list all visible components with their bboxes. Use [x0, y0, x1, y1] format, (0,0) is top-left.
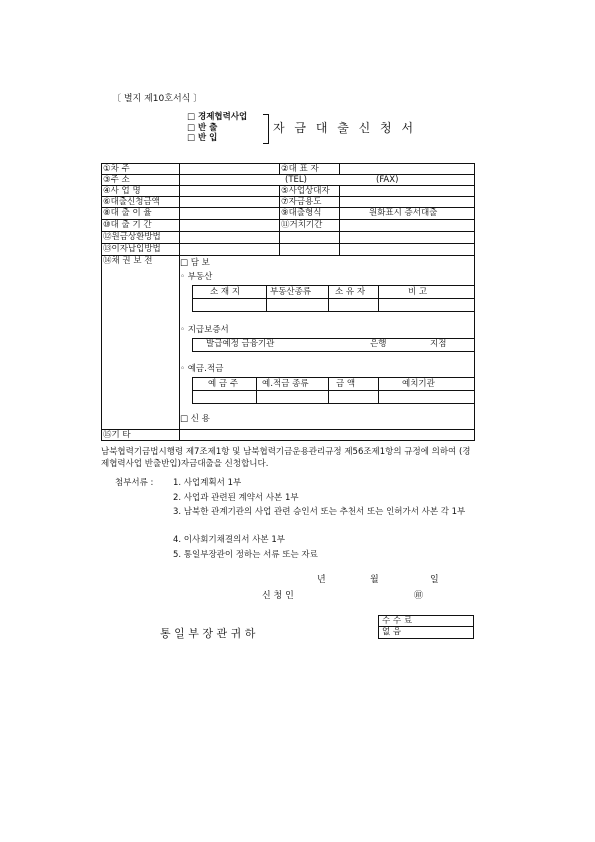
- deposit-label: ◦ 예금․적금: [180, 364, 224, 374]
- loan-type-label: ⑨대출형식: [280, 208, 340, 220]
- collateral-label: ⑭채 권 보 전: [102, 256, 180, 430]
- loan-rate-label: ⑧대 출 이 율: [102, 208, 180, 220]
- issuer-label: 발급예정 금융기관: [206, 339, 275, 349]
- blank-cell-c: [280, 244, 340, 256]
- blank-cell-d: [340, 244, 474, 256]
- repayment-method-field[interactable]: [180, 232, 280, 244]
- statement: 남북협력기금법시행령 제7조제1항 및 남북협력기금운용관리규정 제56조제1항의 규정에 의하여 (경제협력사업 반출반입)자금대출을 신청합니다.: [101, 447, 471, 469]
- loan-period-label: ⑩대 출 기 간: [102, 220, 180, 232]
- dep-header-type: 예․적금 종류: [262, 379, 309, 389]
- bank-label: 은행: [370, 339, 387, 349]
- dep-header-amount: 금 액: [336, 379, 356, 389]
- repayment-method-label: ⑫원금상환방법: [102, 232, 180, 244]
- form-label: 〔 별지 제10호서식 〕: [112, 94, 203, 104]
- attachment-item: 4. 이사회기채결의서 사본 1부: [173, 535, 285, 545]
- attachment-item: 1. 사업계획서 1부: [173, 478, 242, 488]
- real-estate-label: ◦ 부동산: [180, 272, 213, 282]
- loan-type-value: 원화표시 증서대출: [340, 208, 474, 220]
- loan-amount-field[interactable]: [180, 197, 280, 208]
- seal-mark: ㊞: [414, 591, 424, 601]
- attachment-item: 2. 사업과 관련된 계약서 사본 1부: [173, 493, 299, 503]
- attachment-item: 5. 통일부장관이 정하는 서류 또는 자료: [173, 550, 318, 560]
- applicant-label: ①차 주: [102, 164, 180, 175]
- fee-box: [378, 615, 474, 639]
- option-economic-cooperation[interactable]: □ 경제협력사업: [187, 112, 248, 122]
- interest-method-label: ⑬이자납입방법: [102, 244, 180, 256]
- fund-use-label: ⑦자금용도: [280, 197, 340, 208]
- loan-period-field[interactable]: [180, 220, 280, 232]
- loan-amount-label: ⑥대출신청금액: [102, 197, 180, 208]
- guarantee-label: ◦ 지급보증서: [180, 325, 229, 335]
- fee-label: 수 수 료: [379, 616, 473, 627]
- tel-label: (TEL): [285, 175, 307, 185]
- dep-header-holder: 예 금 주: [208, 379, 239, 389]
- application-table: [101, 163, 475, 441]
- blank-cell-a: [280, 232, 340, 244]
- addressee: 통 일 부 장 관 귀 하: [160, 627, 256, 640]
- representative-label: ②대 표 자: [280, 164, 340, 175]
- re-header-note: 비 고: [408, 287, 428, 297]
- business-name-field[interactable]: [180, 186, 280, 197]
- grace-period-label: ⑪거치기간: [280, 220, 340, 232]
- option-import[interactable]: □ 반 입: [187, 133, 218, 143]
- option-export[interactable]: □ 반 출: [187, 122, 218, 133]
- re-header-type: 부동산종류: [270, 287, 312, 297]
- fax-label: (FAX): [376, 175, 399, 185]
- business-name-label: ④사 업 명: [102, 186, 180, 197]
- representative-field[interactable]: [340, 164, 474, 175]
- date-month: 월: [370, 575, 379, 585]
- title-options: [187, 112, 262, 144]
- re-header-owner: 소 유 자: [335, 287, 366, 297]
- title-bracket: [263, 114, 269, 144]
- interest-method-field[interactable]: [180, 244, 280, 256]
- date-day: 일: [430, 575, 439, 585]
- fund-use-field[interactable]: [340, 197, 474, 208]
- other-label: ⑮기 타: [102, 430, 180, 441]
- attachments-label: 첨부서류 :: [115, 478, 154, 488]
- re-header-location: 소 재 지: [210, 287, 241, 297]
- branch-label: 지점: [430, 339, 447, 349]
- loan-rate-field[interactable]: [180, 208, 280, 220]
- address-label: ③주 소: [102, 175, 180, 186]
- grace-period-field[interactable]: [340, 220, 474, 232]
- mortgage-checkbox[interactable]: □ 담 보: [180, 258, 210, 268]
- address-field[interactable]: [180, 175, 474, 186]
- business-partner-label: ⑤사업상대자: [280, 186, 340, 197]
- attachment-item: 3. 남북한 관계기관의 사업 관련 승인서 또는 추천서 또는 인허가서 사본 각 1부: [173, 507, 466, 517]
- business-partner-field[interactable]: [340, 186, 474, 197]
- applicant-field[interactable]: [180, 164, 280, 175]
- blank-cell-b: [340, 232, 474, 244]
- date-year: 년: [317, 575, 326, 585]
- applicant-line: 신 청 인: [262, 591, 294, 601]
- other-field[interactable]: [180, 430, 474, 441]
- credit-checkbox[interactable]: □ 신 용: [180, 414, 210, 424]
- fee-value: 없 음: [382, 627, 402, 637]
- form-title: 자 금 대 출 신 청 서: [273, 121, 417, 135]
- collateral-section: [180, 256, 474, 430]
- dep-header-institution: 예치기관: [402, 379, 435, 389]
